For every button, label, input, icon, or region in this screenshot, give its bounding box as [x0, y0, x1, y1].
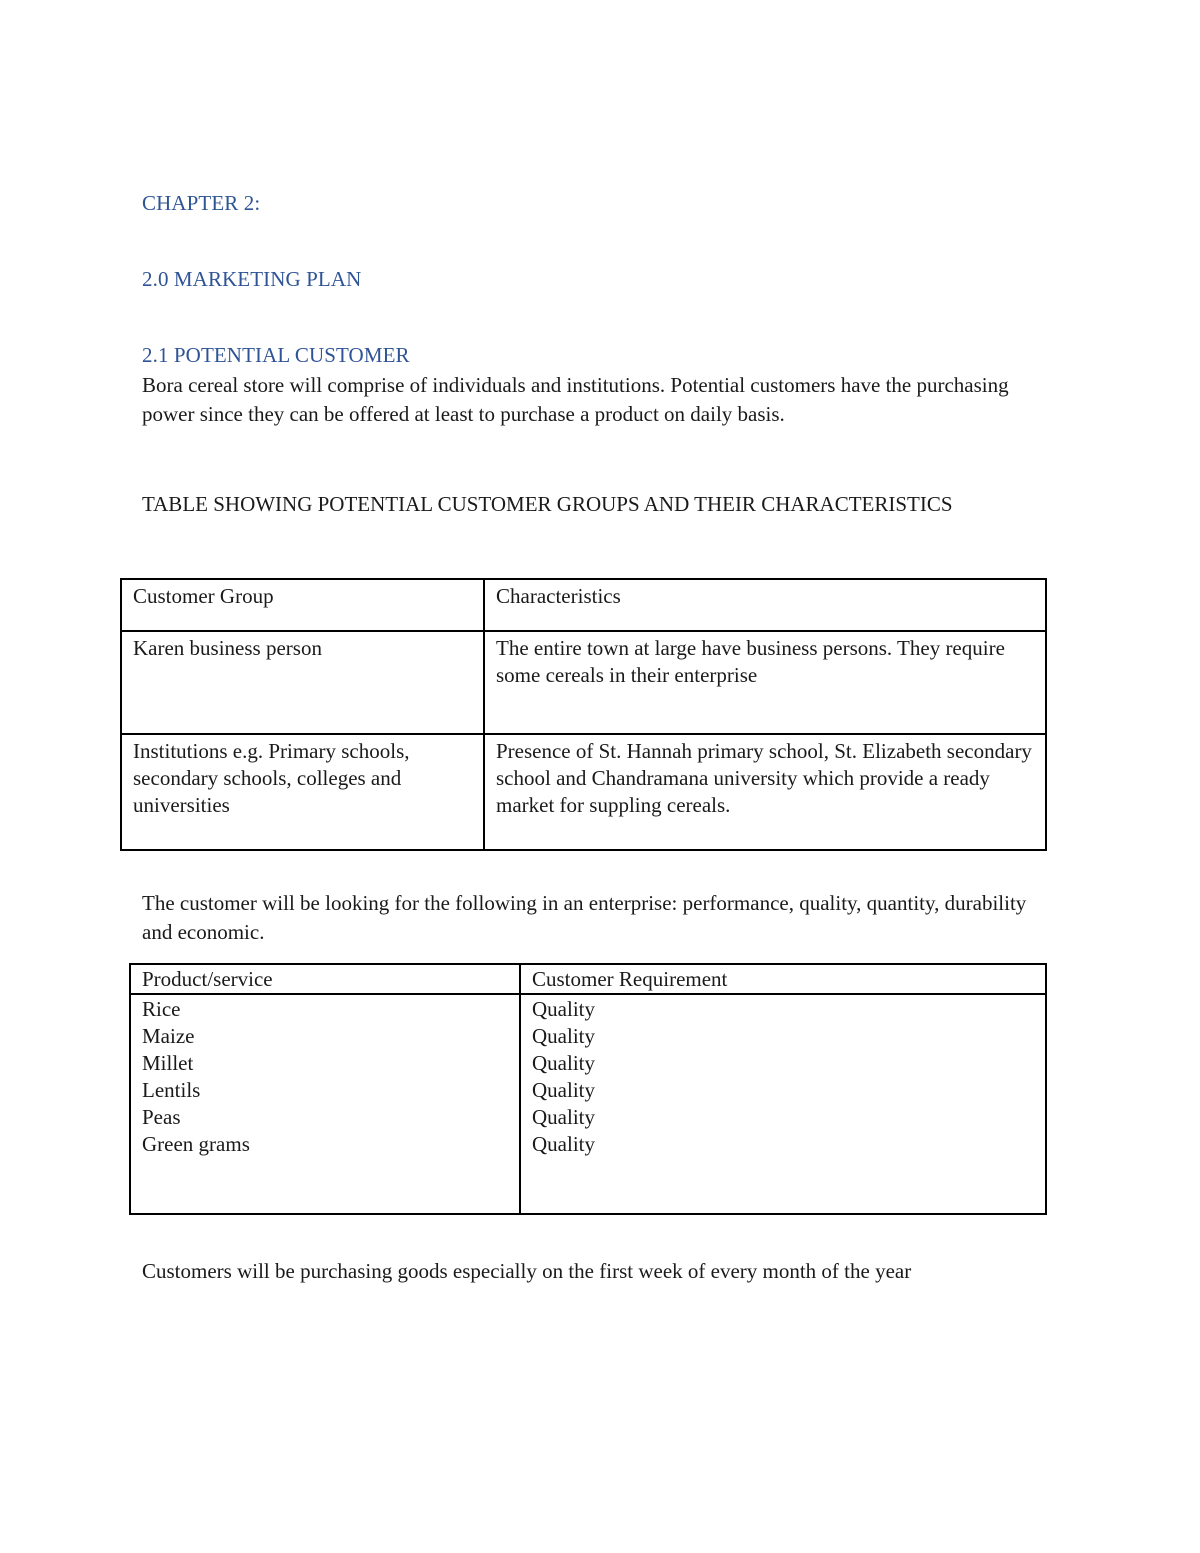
header-cell-customer-requirement: Customer Requirement: [520, 964, 1046, 994]
chapter-heading: CHAPTER 2:: [142, 191, 261, 215]
intro-paragraph: Bora cereal store will comprise of individuals and institutions. Potential customers have the purchasing power since they can be offered at least to purchase a product on daily basis.: [142, 373, 1009, 426]
header-cell-characteristics: Characteristics: [484, 579, 1046, 631]
customer-group-cell: Karen business person: [121, 631, 484, 734]
list-item-requirement: Quality: [532, 1132, 595, 1156]
subsection-heading-potential-customer: 2.1 POTENTIAL CUSTOMER: [142, 343, 410, 367]
customer-groups-table: [120, 578, 1047, 851]
table-row: [130, 994, 1046, 1214]
list-item-product: Rice: [142, 997, 181, 1021]
list-item-product: Peas: [142, 1105, 181, 1129]
characteristics-cell: The entire town at large have business persons. They require some cereals in their enterprise: [484, 631, 1046, 734]
list-item-requirement: Quality: [532, 997, 595, 1021]
list-item-product: Green grams: [142, 1132, 250, 1156]
table-row: [121, 631, 1046, 734]
list-item-product: Millet: [142, 1051, 194, 1075]
characteristics-cell: Presence of St. Hannah primary school, St. Elizabeth secondary school and Chandramana university which provide a ready market for suppling cereals.: [484, 734, 1046, 850]
product-requirements-table: [129, 963, 1047, 1215]
purchasing-schedule-paragraph: Customers will be purchasing goods especially on the first week of every month of the year: [142, 1259, 912, 1283]
list-item-requirement: Quality: [532, 1024, 595, 1048]
customer-group-cell: Institutions e.g. Primary schools, secondary schools, colleges and universities: [121, 734, 484, 850]
customer-expectations-paragraph: The customer will be looking for the following in an enterprise: performance, quality, quantity, durability and economic.: [142, 891, 1027, 944]
list-item-product: Lentils: [142, 1078, 201, 1102]
table-row: [121, 734, 1046, 850]
table-header-row: [130, 964, 1046, 994]
list-item-requirement: Quality: [532, 1051, 595, 1075]
header-cell-customer-group: Customer Group: [121, 579, 484, 631]
list-item-requirement: Quality: [532, 1105, 595, 1129]
header-cell-product-service: Product/service: [130, 964, 520, 994]
list-item-requirement: Quality: [532, 1078, 595, 1102]
list-item-product: Maize: [142, 1024, 195, 1048]
product-list-cell: [130, 994, 520, 1214]
section-heading-marketing-plan: 2.0 MARKETING PLAN: [142, 267, 362, 291]
requirement-list-cell: [520, 994, 1046, 1214]
table-header-row: [121, 579, 1046, 631]
table-caption: TABLE SHOWING POTENTIAL CUSTOMER GROUPS AND THEIR CHARACTERISTICS: [142, 492, 953, 516]
